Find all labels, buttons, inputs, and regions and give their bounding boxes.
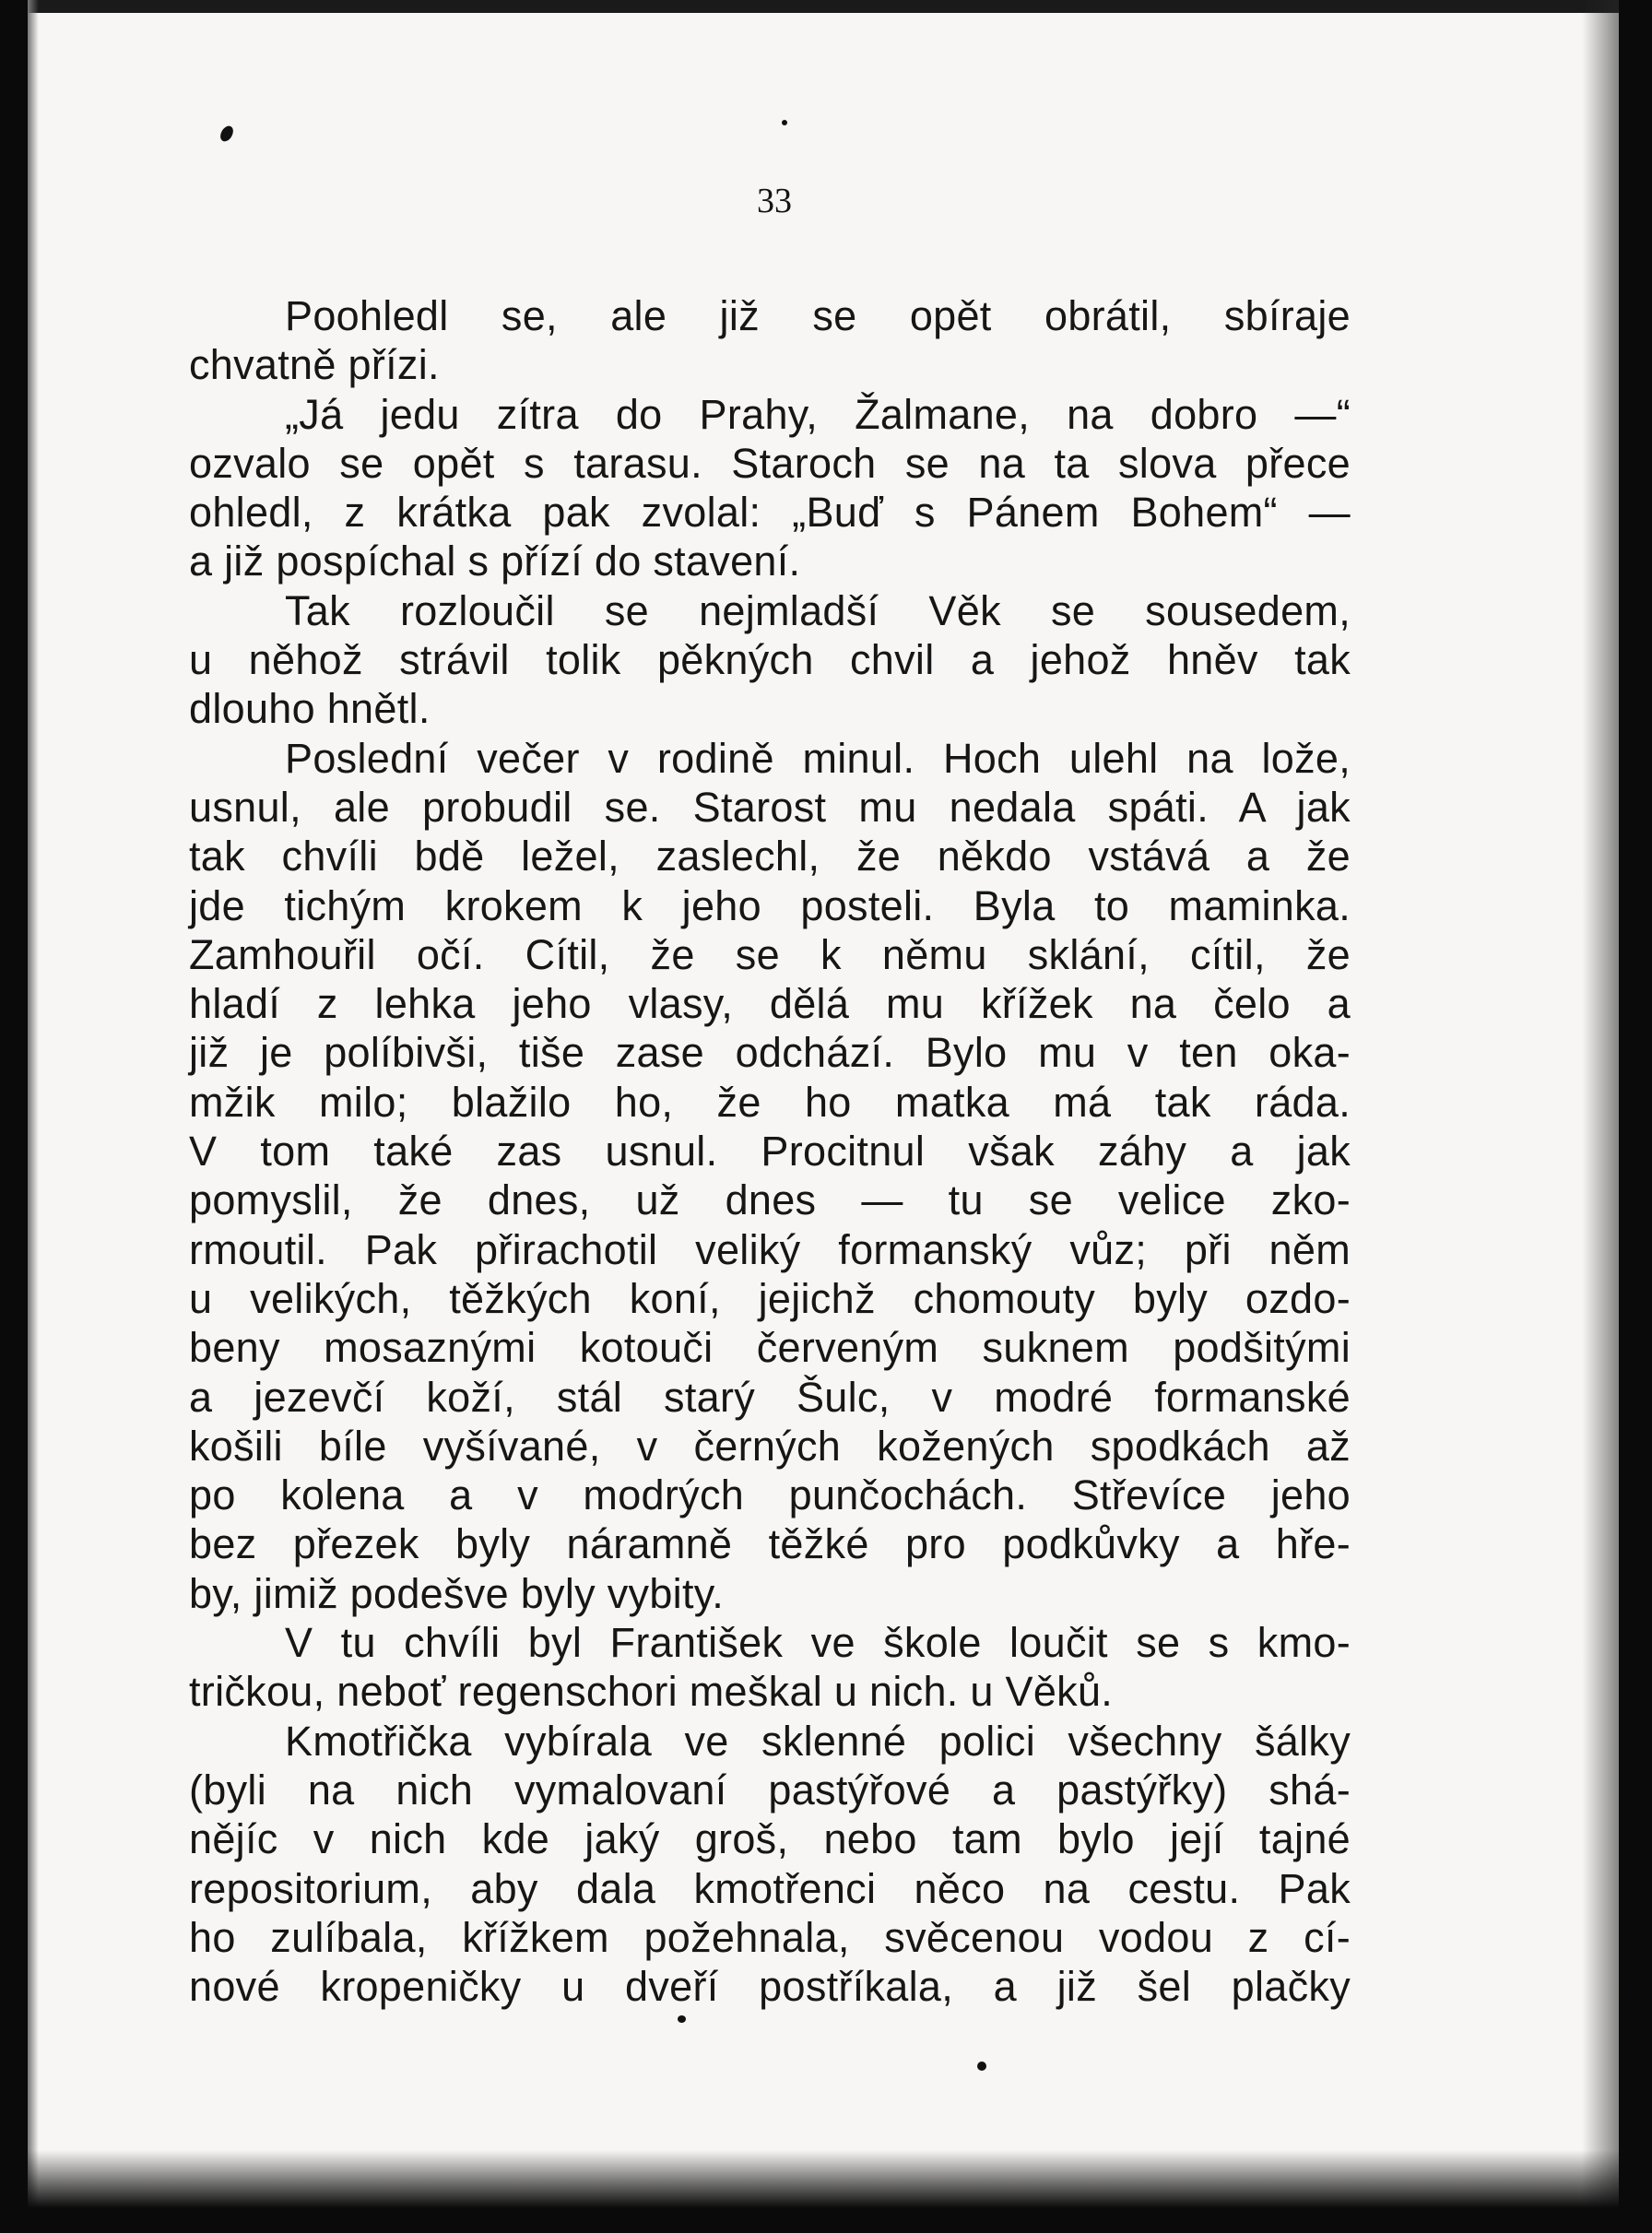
text-line: repositorium, aby dala kmotřenci něco na cestu. Pak (189, 1864, 1351, 1912)
text-line: košili bíle vyšívané, v černých kožených spodkách až (189, 1422, 1351, 1470)
text-line: rmoutil. Pak přirachotil veliký formanský vůz; při něm (189, 1225, 1351, 1273)
text-line: ozvalo se opět s tarasu. Staroch se na ta slova přece (189, 439, 1351, 487)
text-line: „Já jedu zítra do Prahy, Žalmane, na dobro —“ (285, 390, 1351, 438)
text-line: a již pospíchal s přízí do stavení. (189, 538, 801, 585)
ink-speck (782, 120, 787, 125)
ink-speck (678, 2015, 686, 2023)
ink-speck (218, 124, 235, 144)
text-line: mžik milo; blažilo ho, že ho matka má tak ráda. (189, 1078, 1351, 1126)
text-line: Tak rozloučil se nejmladší Věk se sousedem, (285, 586, 1351, 634)
text-line: ho zulíbala, křížkem požehnala, svěcenou vodou z cí- (189, 1913, 1351, 1961)
text-line: a jezevčí koží, stál starý Šulc, v modré formanské (189, 1373, 1351, 1421)
body-text (189, 291, 1351, 2011)
text-line: Zamhouřil očí. Cítil, že se k němu sklání, cítil, že (189, 930, 1351, 978)
text-line: tričkou, neboť regenschori meškal u nich. u Věků. (189, 1668, 1114, 1716)
text-line: po kolena a v modrých punčochách. Střevíce jeho (189, 1471, 1351, 1519)
text-line: nové kropeničky u dveří postříkala, a již šel plačky (189, 1963, 1351, 2011)
text-line: V tu chvíli byl František ve škole loučit se s kmo- (285, 1619, 1351, 1667)
scan-top-edge (0, 0, 1652, 13)
text-line: chvatně přízi. (189, 341, 440, 389)
text-line: by, jimiž podešve byly vybity. (189, 1569, 725, 1617)
text-line: usnul, ale probudil se. Starost mu nedala spáti. A jak (189, 783, 1351, 831)
text-line: Kmotřička vybírala ve sklenné polici všechny šálky (285, 1717, 1351, 1765)
text-line: Poslední večer v rodině minul. Hoch ulehl na lože, (285, 734, 1351, 782)
text-line: beny mosaznými kotouči červeným suknem podšitými (189, 1324, 1351, 1372)
text-line: již je políbivši, tiše zase odchází. Bylo mu v ten oka- (189, 1029, 1351, 1077)
text-line: bez přezek byly náramně těžké pro podkůvky a hře- (189, 1520, 1351, 1568)
text-line: nějíc v nich kde jaký groš, nebo tam bylo její tajné (189, 1815, 1351, 1863)
text-line: u velikých, těžkých koní, jejichž chomouty byly ozdo- (189, 1274, 1351, 1322)
page-number: 33 (757, 182, 792, 220)
ink-speck (977, 2062, 986, 2071)
text-line: u něhož strávil tolik pěkných chvil a jehož hněv tak (189, 636, 1351, 684)
text-line: jde tichým krokem k jeho posteli. Byla to maminka. (189, 881, 1351, 929)
text-line: dlouho hnětl. (189, 685, 431, 733)
text-line: (byli na nich vymalovaní pastýřové a pastýřky) shá- (189, 1766, 1351, 1814)
text-line: Poohledl se, ale již se opět obrátil, sbíraje (285, 292, 1351, 339)
text-line: hladí z lehka jeho vlasy, dělá mu křížek na čelo a (189, 980, 1351, 1028)
text-line: V tom také zas usnul. Procitnul však záhy a jak (189, 1128, 1351, 1176)
scan-right-edge (1619, 0, 1652, 2233)
scan-bottom-edge (0, 2150, 1652, 2233)
text-line: ohledl, z krátka pak zvolal: „Buď s Pánem Bohem“ — (189, 489, 1351, 537)
scan-left-edge (0, 0, 28, 2233)
text-line: pomyslil, že dnes, už dnes — tu se velice zko- (189, 1176, 1351, 1224)
text-line: tak chvíli bdě ležel, zaslechl, že někdo vstává a že (189, 833, 1351, 880)
